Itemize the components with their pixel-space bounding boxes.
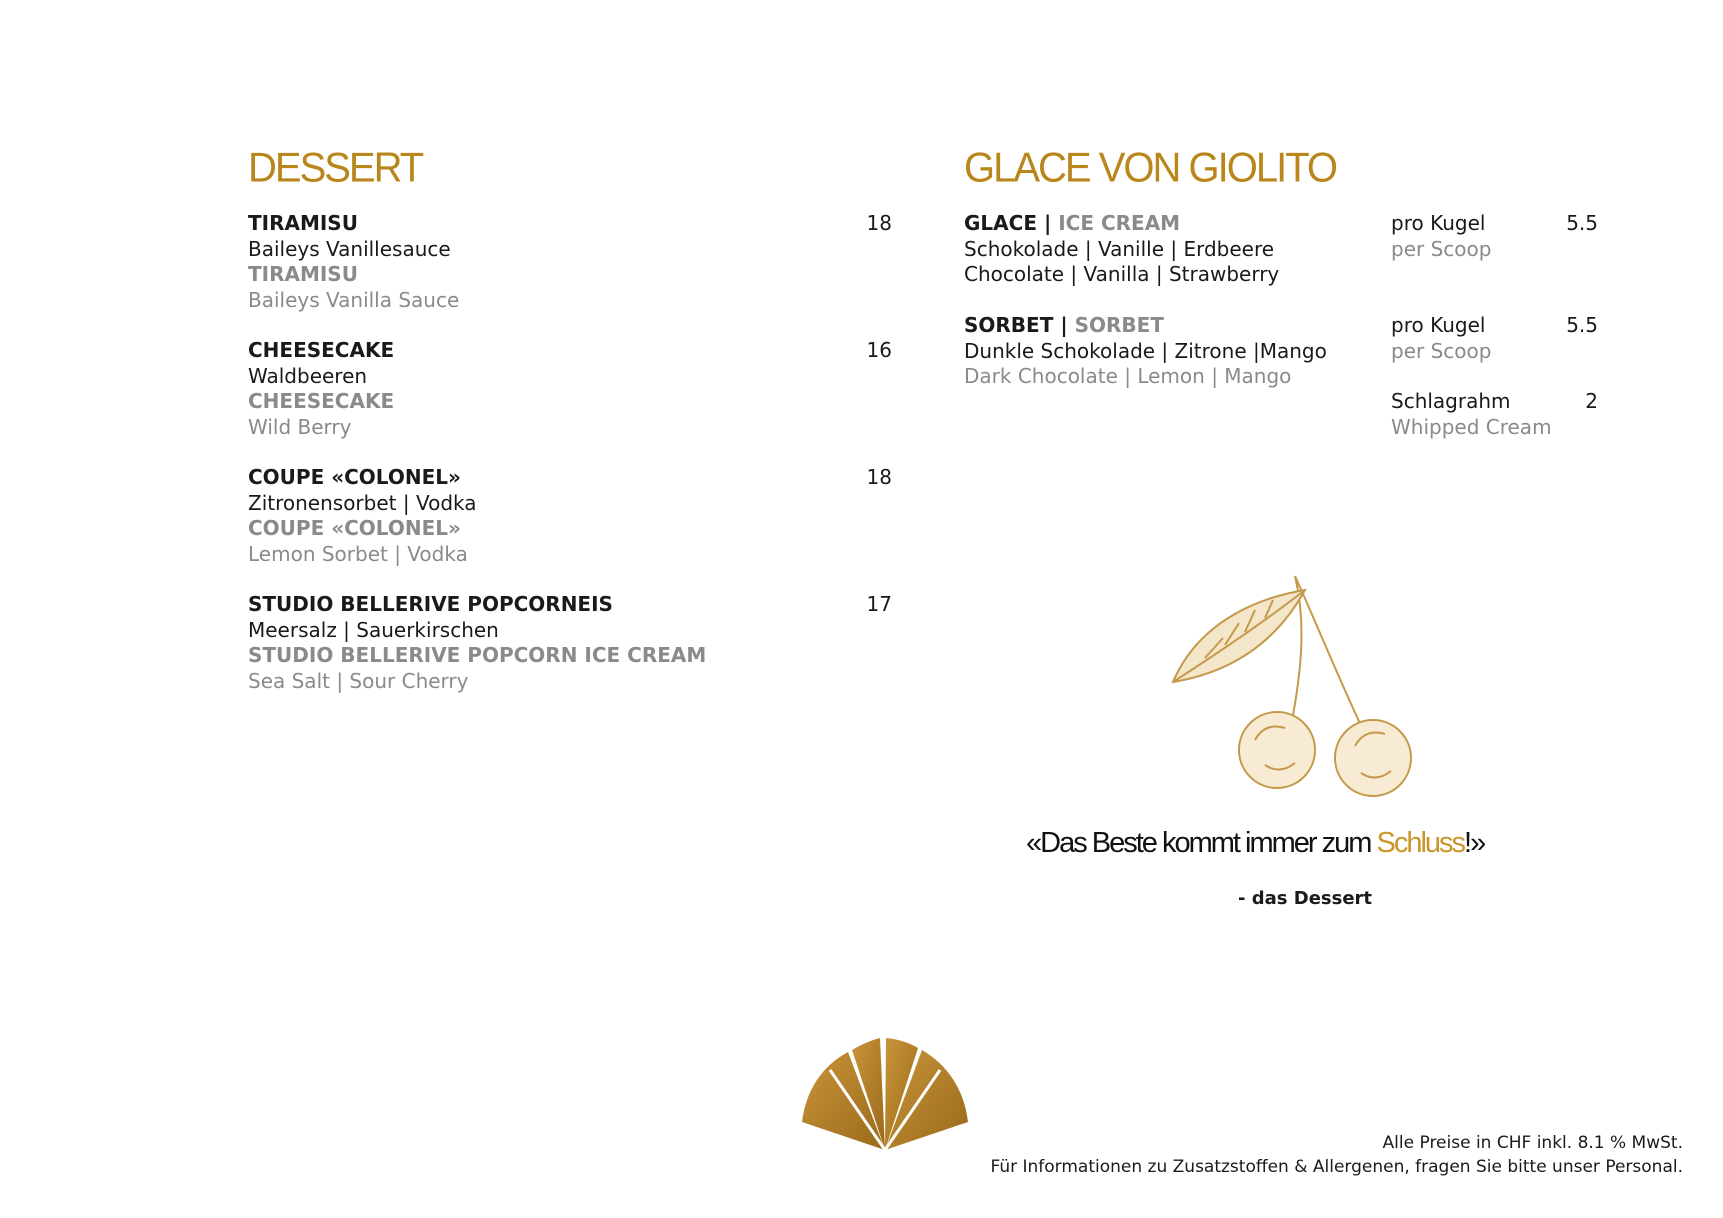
item-desc-de: Baileys Vanillesauce [248,236,451,261]
footer-price-note: Alle Preise in CHF inkl. 8.1 % MwSt. [1382,1133,1683,1153]
item-price: 5.5 [1566,313,1598,337]
item-desc-de: Zitronensorbet | Vodka [248,490,477,515]
item-flavors-de: Dunkle Schokolade | Zitrone |Mango [964,338,1327,363]
shell-logo [800,1030,970,1155]
item-flavors-en: Dark Chocolate | Lemon | Mango [964,364,1292,388]
unit-en: per Scoop [1391,236,1492,261]
item-price: 17 [866,592,892,616]
item-name-de: GLACE [964,211,1037,235]
item-name-de: STUDIO BELLERIVE POPCORNEIS [248,592,613,616]
item-desc-en: Baileys Vanilla Sauce [248,287,460,312]
dessert-title: DESSERT [248,144,423,192]
item-name-en: ICE CREAM [1058,211,1181,235]
item-name-en: CHEESECAKE [248,389,395,413]
item-price: 18 [866,211,892,235]
item-desc-de: Waldbeeren [248,363,368,388]
item-desc-en: Wild Berry [248,414,352,439]
glace-item-ice-cream [964,211,1384,288]
item-price: 16 [866,338,892,362]
sorbet-unit [1391,313,1561,364]
quote-end: !» [1464,827,1485,859]
unit-de: pro Kugel [1391,313,1486,337]
name-separator: | [1036,211,1059,235]
item-desc-en: Sea Salt | Sour Cherry [248,668,469,693]
glace-title: GLACE VON GIOLITO [964,144,1337,192]
footer-allergen-note: Für Informationen zu Zusatzstoffen & Allergenen, fragen Sie bitte unser Personal. [990,1157,1683,1177]
extra-name-en: Whipped Cream [1391,414,1552,439]
unit-en: per Scoop [1391,338,1492,363]
quote-highlight: Schluss [1376,827,1465,859]
item-name-en: TIRAMISU [248,262,358,286]
glace-unit [1391,211,1561,262]
menu-item-coupe-colonel [248,465,898,567]
extra-name-de: Schlagrahm [1391,389,1511,413]
item-name-de: COUPE «COLONEL» [248,465,461,489]
item-desc-en: Lemon Sorbet | Vodka [248,541,468,566]
item-name-de: SORBET [964,313,1054,337]
menu-item-popcorneis [248,592,898,694]
glace-item-sorbet [964,313,1384,390]
menu-item-cheesecake [248,338,898,440]
item-flavors-en: Chocolate | Vanilla | Strawberry [964,262,1280,286]
cherries-illustration [1165,570,1425,805]
item-price: 18 [866,465,892,489]
unit-de: pro Kugel [1391,211,1486,235]
item-name-de: TIRAMISU [248,211,358,235]
quote [1026,827,1484,860]
item-name-en: STUDIO BELLERIVE POPCORN ICE CREAM [248,643,707,667]
footer-note [990,1131,1683,1179]
item-name-de: CHEESECAKE [248,338,395,362]
item-desc-de: Meersalz | Sauerkirschen [248,617,499,642]
item-flavors-de: Schokolade | Vanille | Erdbeere [964,236,1275,261]
item-price: 5.5 [1566,211,1598,235]
item-price: 2 [1585,389,1598,413]
item-name-en: COUPE «COLONEL» [248,516,461,540]
menu-item-tiramisu [248,211,898,313]
name-separator: | [1053,313,1075,337]
item-name-en: SORBET [1074,313,1164,337]
quote-text: «Das Beste kommt immer zum [1026,827,1377,859]
quote-author: - das Dessert [1238,888,1373,909]
